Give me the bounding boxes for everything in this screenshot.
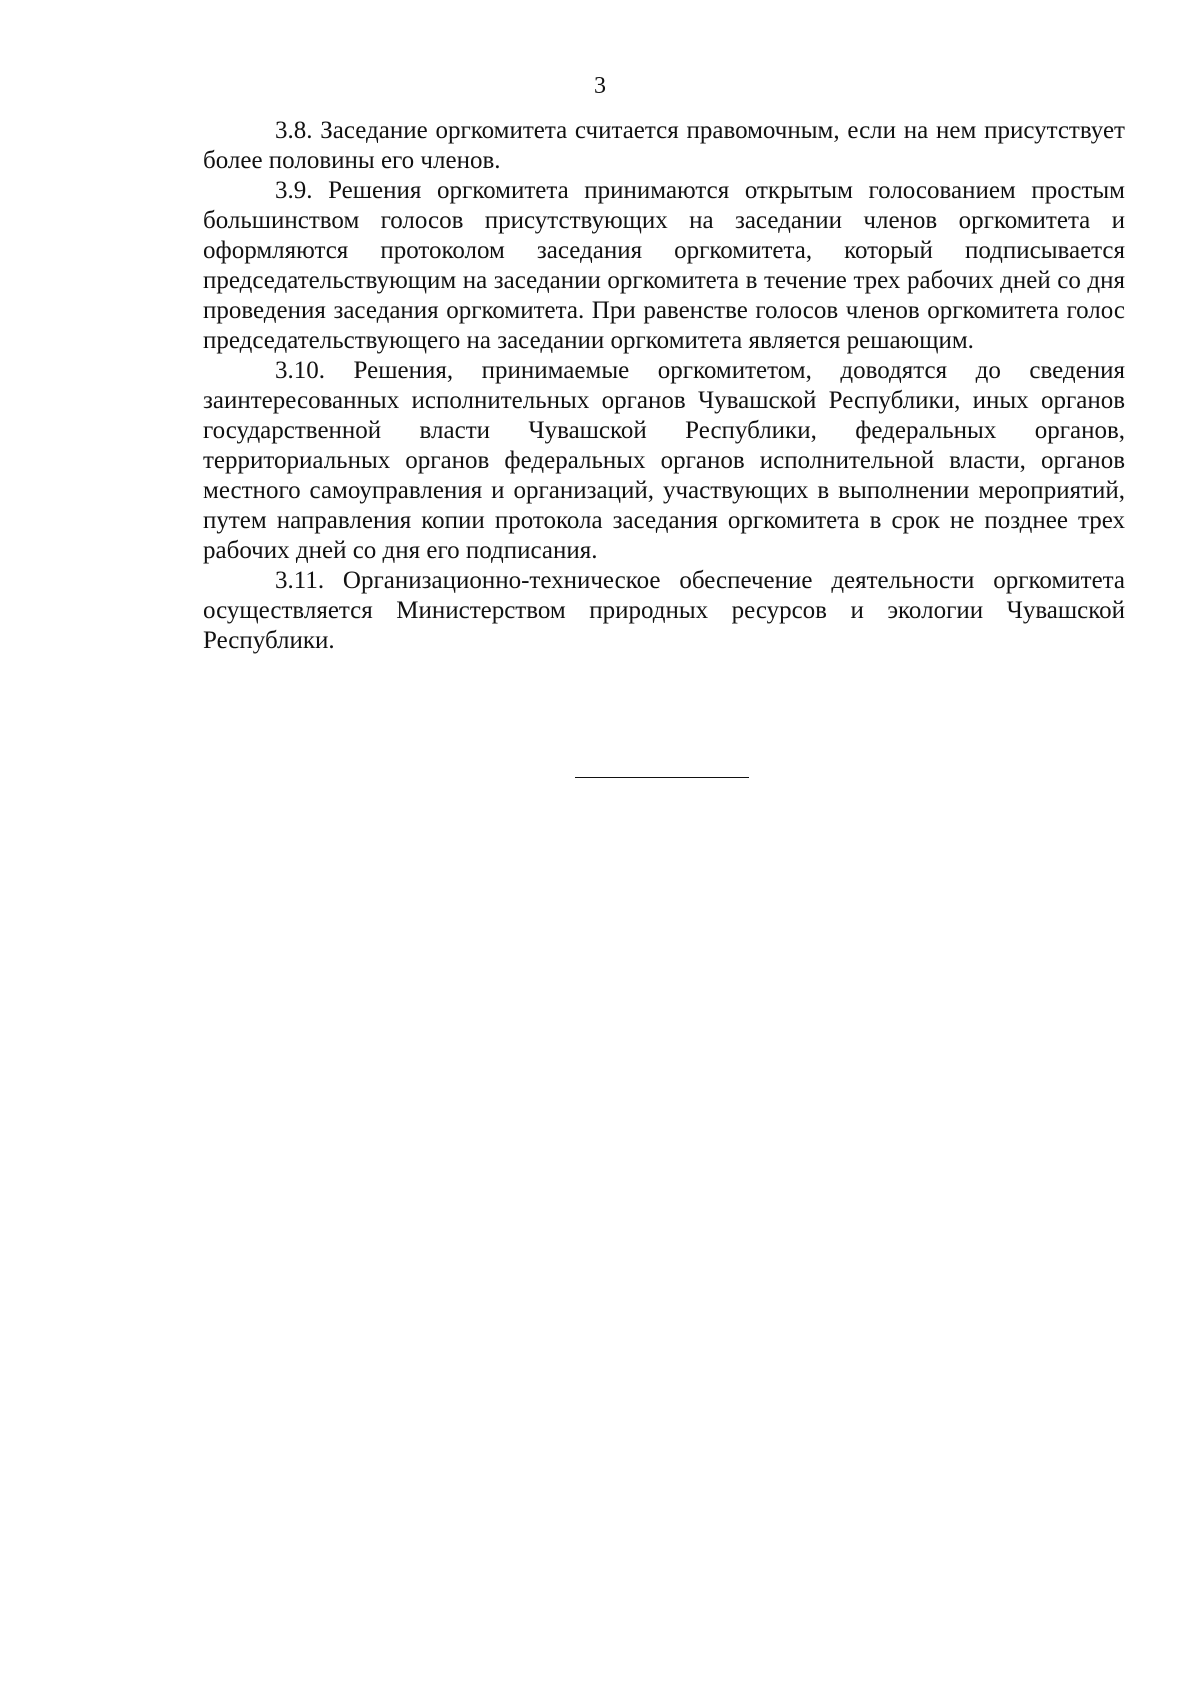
paragraph-3-11: 3.11. Организационно-техническое обеспечение деятельности оргкомитета осуществляется Министерством природных ресурсов и экологии Чувашской Республики. [203, 567, 1125, 654]
paragraph-3-8: 3.8. Заседание оргкомитета считается правомочным, если на нем присутствует более половины его членов. [203, 117, 1125, 174]
page-number: 3 [594, 73, 606, 99]
document-body [203, 116, 1125, 656]
end-separator-line [575, 777, 749, 778]
paragraph-3-10: 3.10. Решения, принимаемые оргкомитетом, доводятся до сведения заинтересованных исполнительных органов Чувашской Республики, иных органов государственной власти Чувашской Республики, федеральных органов, территориальных органов федеральных органов исполнительной власти, органов местного самоуправления и организаций, участвующих в выполнении мероприятий, путем направления копии протокола заседания оргкомитета в срок не позднее трех рабочих дней со дня его подписания. [203, 357, 1125, 564]
paragraph-3-9: 3.9. Решения оргкомитета принимаются открытым голосованием простым большинством голосов присутствующих на заседании членов оргкомитета и оформляются протоколом заседания оргкомитета, который подписывается председательствующим на заседании оргкомитета в течение трех рабочих дней со дня проведения заседания оргкомитета. При равенстве голосов членов оргкомитета голос председательствующего на заседании оргкомитета является решающим. [203, 177, 1125, 354]
